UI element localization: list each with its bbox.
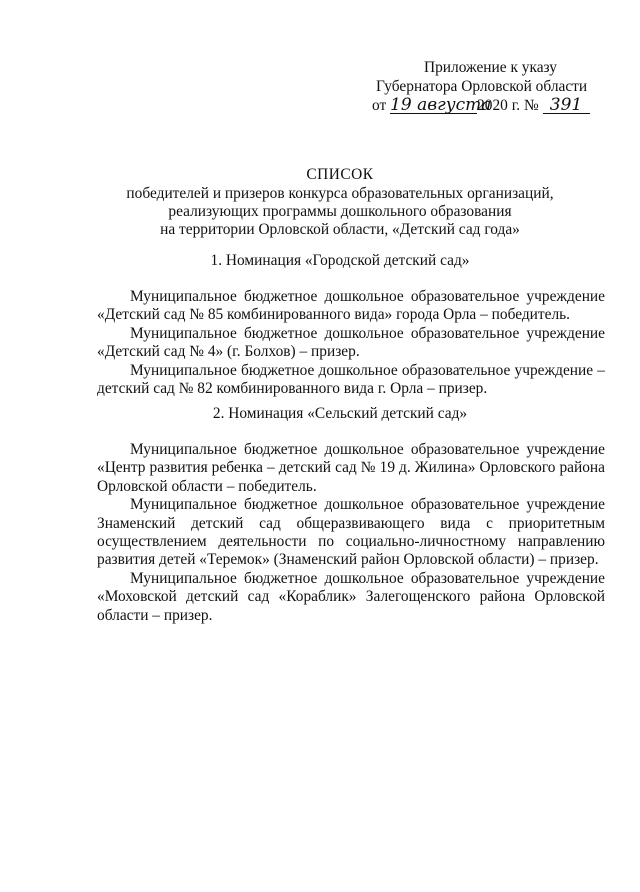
handwritten-date: 19 августа bbox=[390, 95, 492, 115]
list-item: Муниципальное бюджетное дошкольное образовательное учреждение Знаменский детский сад общеразвивающего вида с приоритетным осуществлением деятельности по социально-личностному направлению развития детей «Теремок» (Знаменский район Орловской области) – призер. bbox=[97, 496, 605, 569]
handwritten-number: 391 bbox=[543, 97, 590, 114]
from-label: от bbox=[372, 97, 387, 114]
section-body-rural bbox=[97, 441, 605, 625]
appendix-header bbox=[372, 58, 622, 115]
section-body-urban bbox=[97, 288, 605, 398]
list-item: Муниципальное бюджетное дошкольное образовательное учреждение «Детский сад № 4» (г. Болхов) – призер. bbox=[97, 324, 605, 361]
list-item: Муниципальное бюджетное дошкольное образовательное учреждение «Моховской детский сад «Кораблик» Залегощенского района Орловской области – призер. bbox=[97, 569, 605, 624]
year-number-label: 2020 г. № bbox=[477, 97, 539, 114]
section-heading-urban: 1. Номинация «Городской детский сад» bbox=[210, 252, 470, 269]
list-item: Муниципальное бюджетное дошкольное образовательное учреждение «Детский сад № 85 комбинированного вида» города Орла – победитель. bbox=[97, 288, 605, 324]
section-heading-rural: 2. Номинация «Сельский детский сад» bbox=[212, 405, 468, 422]
list-item: Муниципальное бюджетное дошкольное образовательное учреждение – детский сад № 82 комбинированного вида г. Орла – призер. bbox=[97, 361, 605, 398]
subtitle-line: реализующих программы дошкольного образования bbox=[168, 203, 512, 220]
appendix-line-1: Приложение к указу bbox=[424, 59, 557, 76]
appendix-date-line bbox=[372, 96, 622, 115]
subtitle-line: победителей и призеров конкурса образовательных организаций, bbox=[126, 185, 554, 202]
appendix-line-2: Губернатора Орловской области bbox=[376, 78, 588, 95]
list-item: Муниципальное бюджетное дошкольное образовательное учреждение «Центр развития ребенка – детский сад № 19 д. Жилина» Орловского района Орловской области – победитель. bbox=[97, 441, 605, 495]
document-title: СПИСОК bbox=[306, 166, 374, 183]
document-title-block bbox=[60, 166, 620, 239]
subtitle-line: на территории Орловской области, «Детский сад года» bbox=[160, 221, 520, 238]
